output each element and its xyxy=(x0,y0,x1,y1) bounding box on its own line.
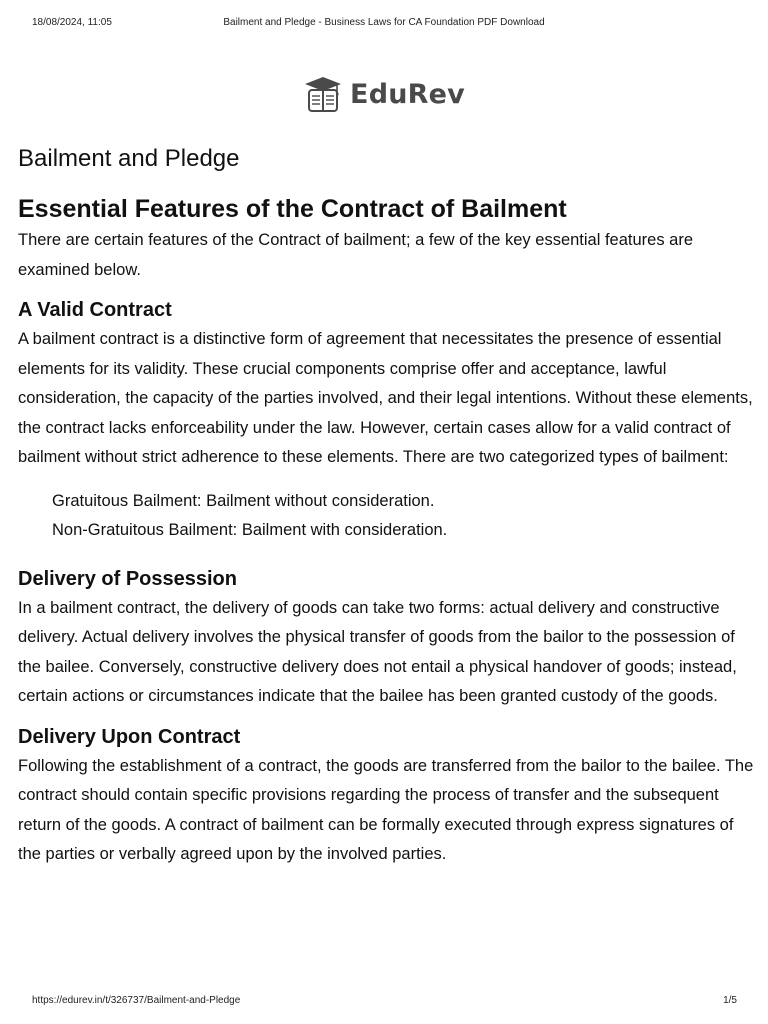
edurev-logo xyxy=(0,72,768,116)
list-item: Non-Gratuitous Bailment: Bailment with consideration. xyxy=(52,521,448,539)
section-heading: Essential Features of the Contract of Bailment xyxy=(18,195,567,223)
print-url[interactable]: https://edurev.in/t/326737/Bailment-and-Pledge xyxy=(32,995,241,1006)
page-title: Bailment and Pledge xyxy=(18,145,240,172)
subsection-heading-delivery-upon-contract: Delivery Upon Contract xyxy=(18,725,241,748)
subsection-heading-delivery-of-possession: Delivery of Possession xyxy=(18,567,237,590)
document-content xyxy=(18,140,754,870)
print-footer xyxy=(0,995,768,1009)
logo-text: EduRev xyxy=(350,78,465,110)
list-item: Gratuitous Bailment: Bailment without consideration. xyxy=(52,491,435,510)
page-number: 1/5 xyxy=(723,995,737,1006)
print-document-title: Bailment and Pledge - Business Laws for CA Foundation PDF Download xyxy=(223,17,545,28)
intro-paragraph: There are certain features of the Contract of bailment; a few of the key essential features are examined below. xyxy=(18,231,694,279)
graduation-cap-book-icon xyxy=(303,75,343,113)
bailment-types-list xyxy=(18,487,754,546)
subsection-body-valid-contract: A bailment contract is a distinctive form of agreement that necessitates the presence of essential elements for its validity. These crucial components comprise offer and acceptance, lawful consideration, the capacity of the parties involved, and their legal intentions. Without these elements, the contract lacks enforceability under the law. However, certain cases allow for a valid contract of bailment without strict adherence to these elements. There are two categorized types of bailment: xyxy=(18,330,753,466)
subsection-body-delivery-upon-contract: Following the establishment of a contract, the goods are transferred from the bailor to the bailee. The contract should contain specific provisions regarding the process of transfer and the subsequent return of the goods. A contract of bailment can be formally executed through express signatures of the parties or verbally agreed upon by the involved parties. xyxy=(18,756,754,863)
print-date: 18/08/2024, 11:05 xyxy=(32,17,112,28)
subsection-heading-valid-contract: A Valid Contract xyxy=(18,299,172,321)
subsection-body-delivery-of-possession: In a bailment contract, the delivery of goods can take two forms: actual delivery and constructive delivery. Actual delivery involves the physical transfer of goods from the bailor to the possession of the bailee. Conversely, constructive delivery does not entail a physical handover of goods; instead, certain actions or circumstances indicate that the bailee has been granted custody of the goods. xyxy=(18,598,737,705)
print-header xyxy=(0,17,768,31)
